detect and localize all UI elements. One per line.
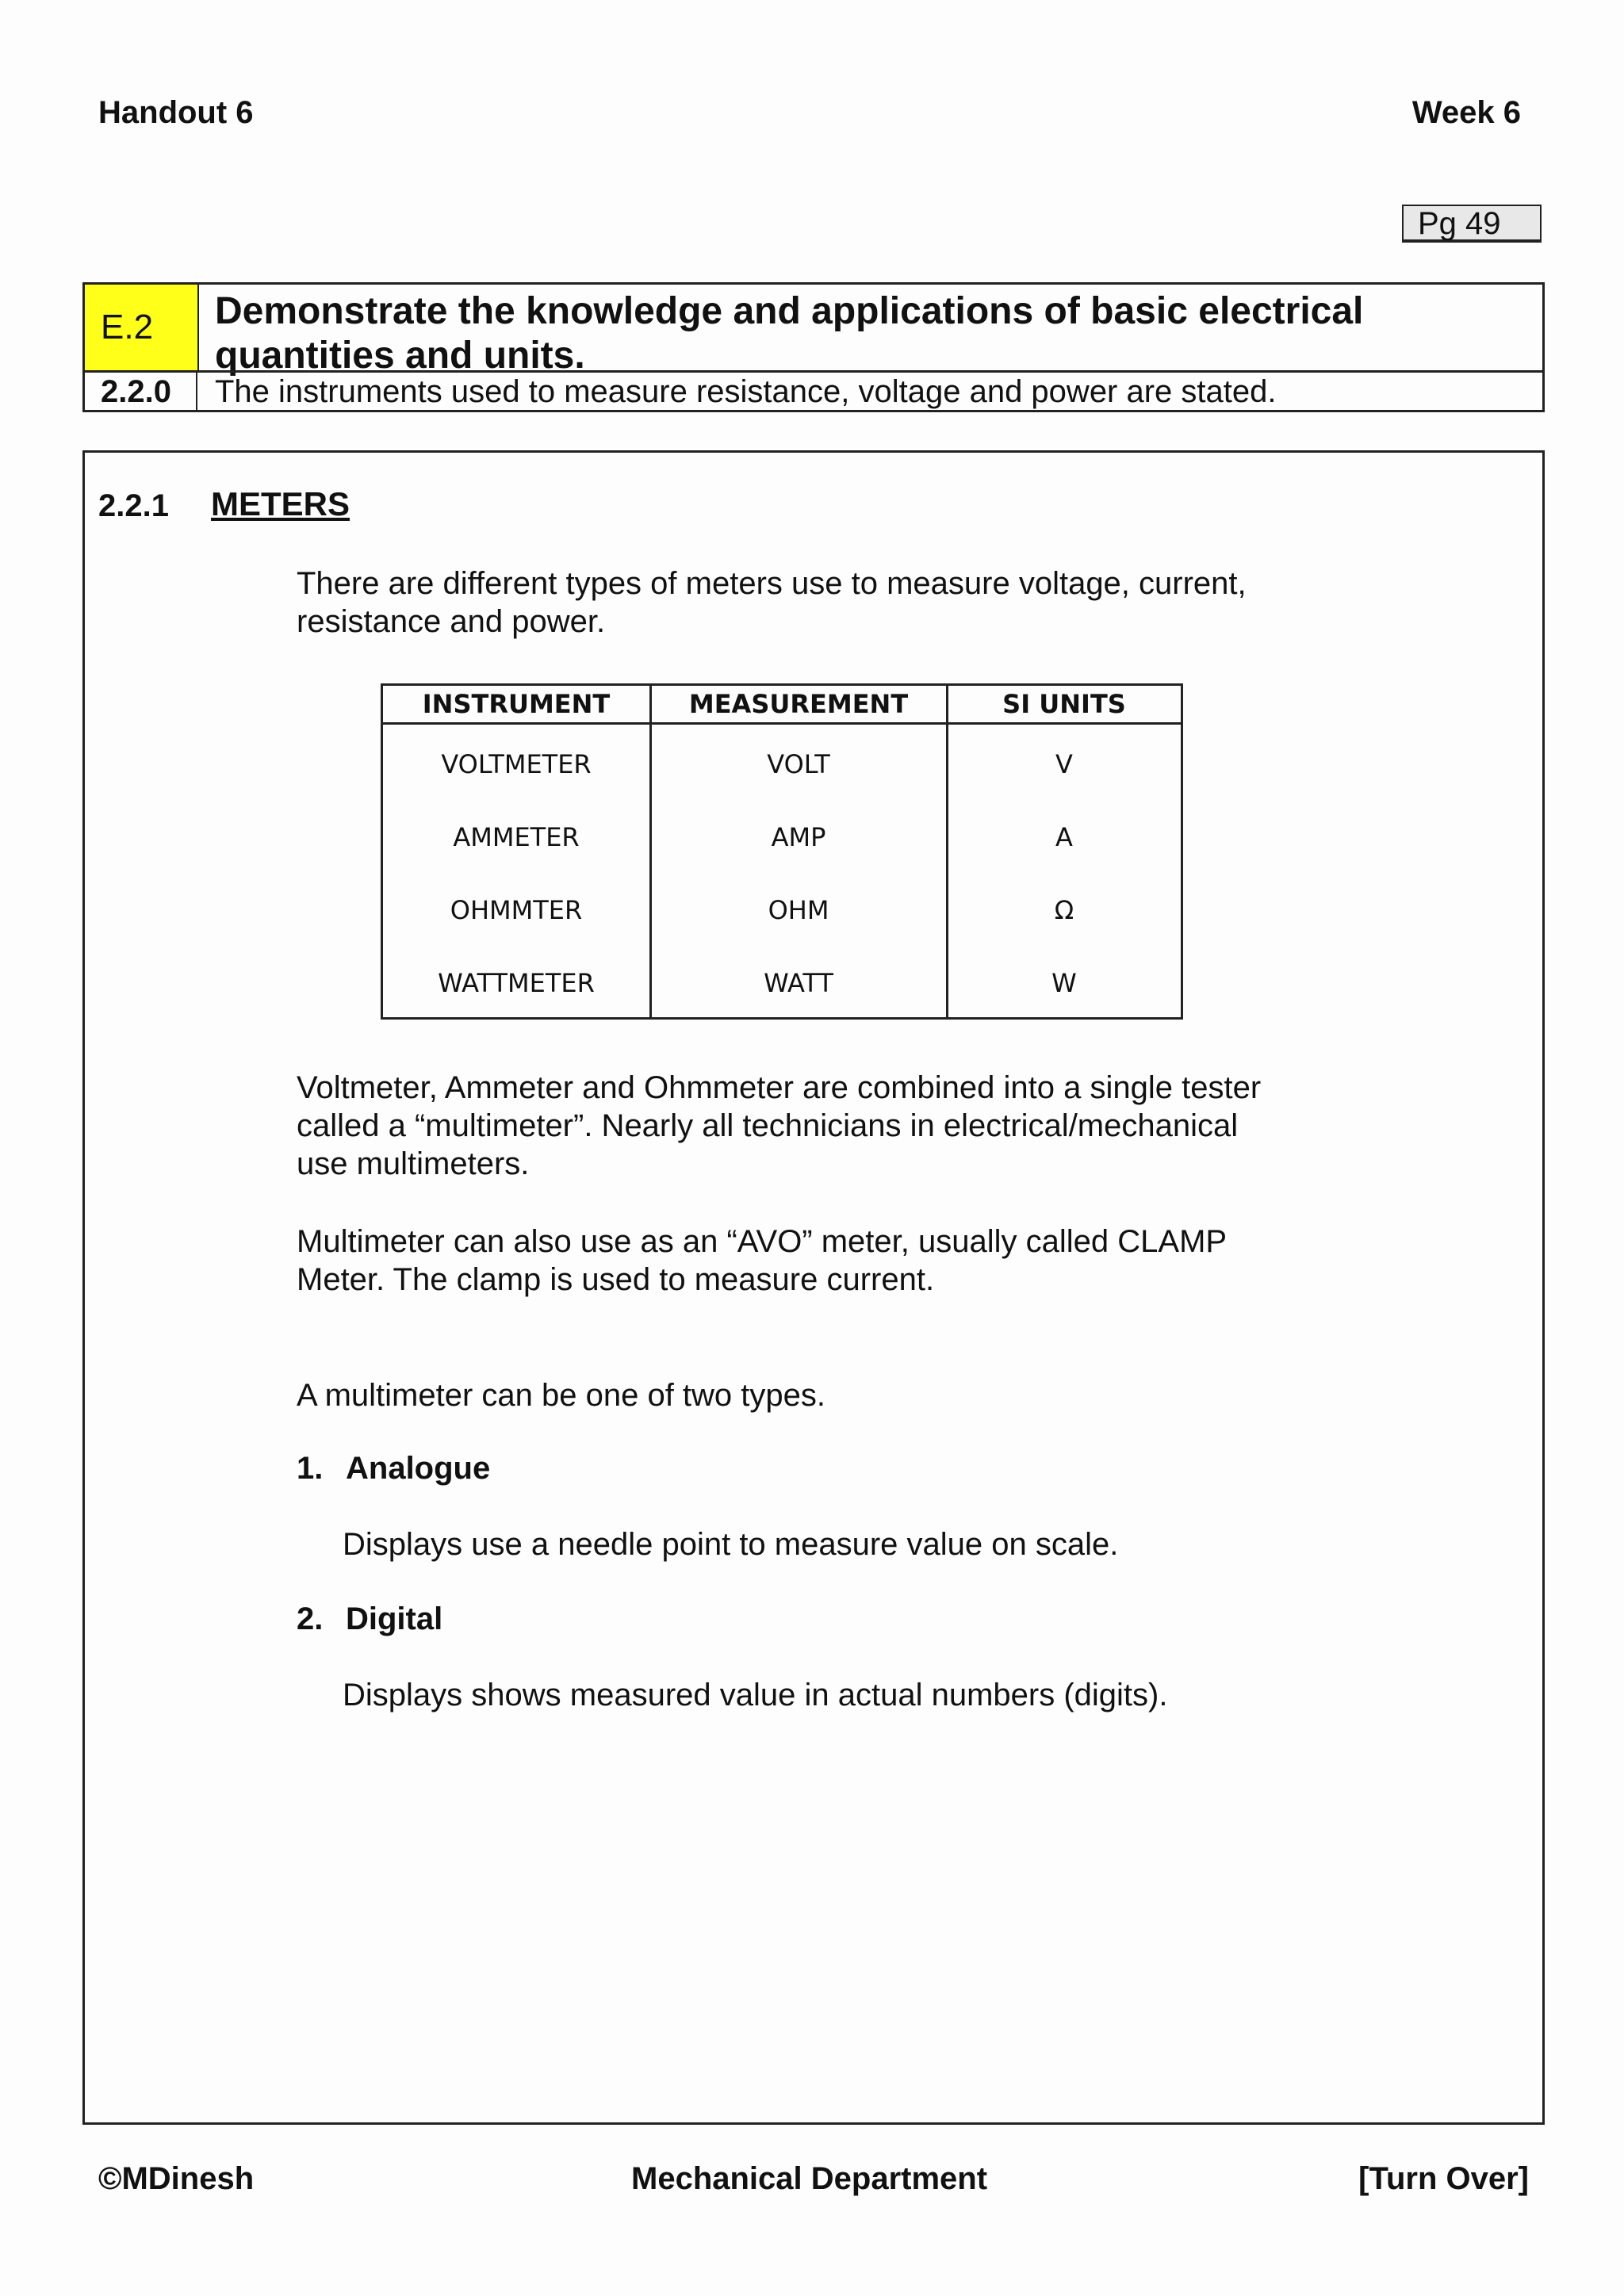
standard-box (82, 282, 1545, 412)
table-cell: Ω (1054, 895, 1074, 925)
standard-title (215, 289, 1531, 378)
list-item-description: Displays shows measured value in actual numbers (digits). (343, 1678, 1168, 1712)
meters-table (381, 683, 1183, 1020)
table-cell: VOLTMETER (441, 749, 592, 779)
list-item-title: Digital (346, 1601, 443, 1636)
standard-title-line1: Demonstrate the knowledge and applications of basic electrical (215, 290, 1364, 332)
table-cell: AMMETER (453, 822, 580, 852)
multimeter-line1: Voltmeter, Ammeter and Ohmmeter are combined into a single tester (297, 1070, 1262, 1105)
intro-line2: resistance and power. (297, 604, 606, 639)
table-cell: A (1055, 822, 1073, 852)
sub-divider (196, 370, 197, 410)
multimeter-paragraph (297, 1069, 1327, 1183)
section-number: 2.2.1 (98, 488, 169, 523)
table-header-si-units: SI UNITS (1002, 689, 1126, 719)
table-cell: OHMMTER (450, 895, 583, 925)
clamp-line1: Multimeter can also use as an “AVO” meter, usually called CLAMP (297, 1224, 1228, 1259)
standard-title-line2: quantities and units. (215, 335, 585, 377)
table-cell: WATT (764, 968, 833, 998)
multimeter-line3: use multimeters. (297, 1146, 530, 1181)
list-item-description: Displays use a needle point to measure value on scale. (343, 1527, 1119, 1562)
footer-department: Mechanical Department (631, 2161, 988, 2196)
list-item-title: Analogue (346, 1451, 491, 1486)
sub-outcome-code: 2.2.0 (101, 374, 171, 409)
table-cell: AMP (771, 822, 826, 852)
table-cell: W (1051, 968, 1077, 998)
table-cell: OHM (768, 895, 829, 925)
types-intro: A multimeter can be one of two types. (297, 1378, 826, 1413)
clamp-paragraph (297, 1223, 1327, 1299)
multimeter-line2: called a “multimeter”. Nearly all technicians in electrical/mechanical (297, 1108, 1239, 1143)
intro-paragraph (297, 564, 1327, 641)
list-item-number: 2. (297, 1601, 324, 1636)
standard-divider (85, 370, 1542, 373)
footer-author: ©MDinesh (98, 2161, 255, 2196)
table-header-measurement: MEASUREMENT (688, 689, 909, 719)
standard-code: E.2 (85, 285, 199, 370)
page-number: Pg 49 (1402, 205, 1542, 243)
clamp-line2: Meter. The clamp is used to measure current. (297, 1262, 935, 1297)
list-item-number: 1. (297, 1451, 324, 1486)
week-label: Week 6 (1411, 95, 1521, 130)
sub-outcome-text: The instruments used to measure resistance, voltage and power are stated. (215, 374, 1277, 409)
section-title: METERS (211, 485, 350, 522)
table-cell: V (1055, 749, 1073, 779)
table-cell: WATTMETER (438, 968, 595, 998)
table-cell: VOLT (767, 749, 830, 779)
table-header-instrument: INSTRUMENT (422, 689, 611, 719)
handout-label: Handout 6 (98, 95, 254, 130)
footer-turn-over: [Turn Over] (1358, 2161, 1529, 2196)
intro-line1: There are different types of meters use to measure voltage, current, (297, 566, 1247, 601)
table-header-divider (383, 722, 1181, 725)
